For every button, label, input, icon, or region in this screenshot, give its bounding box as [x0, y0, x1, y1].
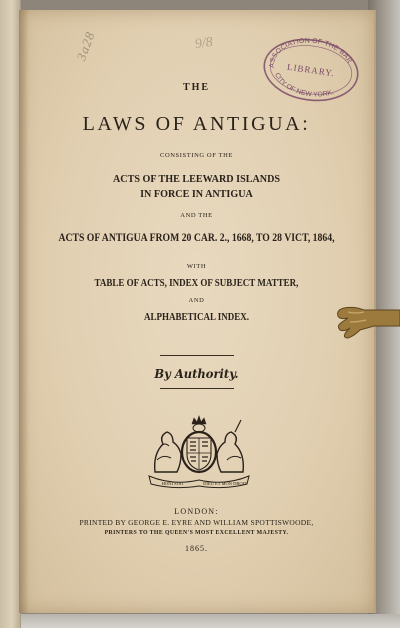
connector-and: AND — [188, 297, 205, 304]
title-the: THE — [182, 82, 211, 93]
by-authority-label: By Authority. — [154, 366, 239, 381]
crest-motto-left: HONI SOIT — [161, 481, 185, 486]
imprint-printer: PRINTED BY GEORGE E. EYRE AND WILLIAM SPOTTISWOODE, — [79, 518, 314, 527]
crest-motto-right: DIEU ET MON DROIT — [203, 481, 247, 486]
brass-page-clip-icon — [334, 296, 400, 346]
divider-bottom — [160, 388, 234, 389]
handwritten-margin-note: 3a28 — [73, 29, 98, 63]
page-title: LAWS OF ANTIGUA: — [82, 113, 311, 135]
background-surface — [0, 614, 400, 628]
acts-leeward-line1: ACTS OF THE LEEWARD ISLANDS — [112, 173, 281, 185]
royal-coat-of-arms-icon — [143, 410, 255, 490]
book-cover-edge — [0, 0, 21, 628]
title-page — [19, 10, 376, 613]
stamp-center-text: LIBRARY. — [286, 61, 336, 79]
connector-with: WITH — [186, 263, 207, 270]
acts-leeward-line2: IN FORCE IN ANTIGUA — [140, 188, 253, 200]
connector-and-the: AND THE — [180, 212, 213, 219]
imprint-year: 1865. — [185, 544, 208, 553]
stamp-bottom-text: CITY OF NEW YORK. — [273, 71, 335, 99]
alphabetical-index-line: ALPHABETICAL INDEX. — [143, 312, 250, 323]
stamp-top-text: ASSOCIATION OF THE BAR — [268, 37, 353, 68]
handwritten-top-note: 9/8 — [193, 34, 214, 53]
table-of-acts-line: TABLE OF ACTS, INDEX OF SUBJECT MATTER, — [94, 278, 299, 289]
library-stamp — [260, 35, 363, 105]
acts-antigua-heading: ACTS OF ANTIGUA FROM 20 CAR. 2., 1668, TO 28 VICT, 1864, — [58, 232, 335, 244]
acts-leeward-heading — [33, 172, 360, 202]
imprint-printers-to: PRINTERS TO THE QUEEN'S MOST EXCELLENT MAJESTY. — [104, 530, 289, 536]
divider-top — [160, 355, 234, 356]
subtitle-consisting: CONSISTING OF THE — [160, 152, 233, 159]
imprint-city: LONDON: — [174, 507, 219, 516]
